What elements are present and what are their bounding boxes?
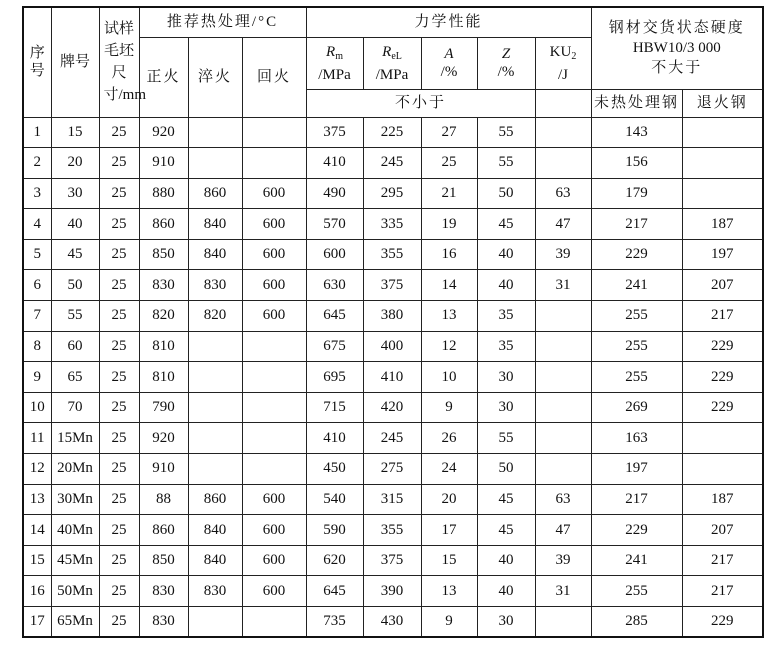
- cell-size: 25: [99, 362, 139, 393]
- header-grade: 牌号: [51, 7, 99, 117]
- header-rel-symbol: R: [382, 43, 392, 60]
- cell-seq: 3: [23, 178, 51, 209]
- cell-seq: 1: [23, 117, 51, 148]
- header-annealed: 退火钢: [682, 89, 763, 117]
- cell-size: 25: [99, 545, 139, 576]
- cell-size: 25: [99, 392, 139, 423]
- cell-z: 30: [477, 392, 535, 423]
- cell-a: 12: [421, 331, 477, 362]
- cell-grade: 50Mn: [51, 576, 99, 607]
- cell-grade: 15Mn: [51, 423, 99, 454]
- cell-rm: 695: [306, 362, 363, 393]
- table-row: [23, 576, 763, 607]
- cell-rel: 275: [363, 454, 421, 485]
- cell-rel: 375: [363, 545, 421, 576]
- cell-z: 40: [477, 545, 535, 576]
- cell-quench: [188, 148, 242, 179]
- cell-grade: 65: [51, 362, 99, 393]
- cell-rel: 355: [363, 515, 421, 546]
- cell-temper: [242, 392, 306, 423]
- cell-size: 25: [99, 178, 139, 209]
- cell-a: 26: [421, 423, 477, 454]
- cell-z: 30: [477, 607, 535, 638]
- header-ku-subscript: 2: [571, 50, 577, 62]
- cell-rel: 295: [363, 178, 421, 209]
- cell-rel: 225: [363, 117, 421, 148]
- cell-temper: [242, 454, 306, 485]
- cell-grade: 20Mn: [51, 454, 99, 485]
- cell-ku: [535, 362, 591, 393]
- cell-size: 25: [99, 331, 139, 362]
- table-row: [23, 392, 763, 423]
- cell-quench: 830: [188, 576, 242, 607]
- cell-rm: 410: [306, 423, 363, 454]
- cell-grade: 30Mn: [51, 484, 99, 515]
- steel-properties-table: [22, 6, 764, 638]
- cell-untreated: 229: [591, 515, 682, 546]
- header-ku-blank: [535, 89, 591, 117]
- header-a-unit: /%: [440, 64, 458, 80]
- cell-untreated: 163: [591, 423, 682, 454]
- cell-size: 25: [99, 484, 139, 515]
- cell-annealed: [682, 178, 763, 209]
- cell-z: 40: [477, 270, 535, 301]
- header-mechanical: 力学性能: [306, 7, 591, 37]
- cell-z: 45: [477, 209, 535, 240]
- cell-seq: 12: [23, 454, 51, 485]
- cell-temper: 600: [242, 301, 306, 332]
- cell-ku: [535, 117, 591, 148]
- cell-annealed: [682, 117, 763, 148]
- cell-annealed: 187: [682, 484, 763, 515]
- cell-z: 45: [477, 515, 535, 546]
- cell-quench: [188, 454, 242, 485]
- cell-quench: [188, 607, 242, 638]
- cell-rm: 675: [306, 331, 363, 362]
- cell-z: 40: [477, 576, 535, 607]
- cell-rm: 375: [306, 117, 363, 148]
- header-hardness-title: 钢材交货状态硬度: [608, 20, 745, 37]
- table-row: [23, 454, 763, 485]
- cell-untreated: 285: [591, 607, 682, 638]
- header-ku-unit: /J: [558, 66, 569, 83]
- cell-a: 25: [421, 148, 477, 179]
- header-rm-unit: /MPa: [318, 66, 351, 83]
- table-row: [23, 331, 763, 362]
- cell-annealed: 207: [682, 270, 763, 301]
- cell-rel: 380: [363, 301, 421, 332]
- cell-z: 55: [477, 423, 535, 454]
- cell-normalize: 910: [139, 148, 188, 179]
- header-hardness: [591, 7, 763, 89]
- cell-temper: [242, 362, 306, 393]
- cell-ku: 39: [535, 545, 591, 576]
- cell-annealed: 229: [682, 392, 763, 423]
- cell-ku: [535, 423, 591, 454]
- cell-z: 40: [477, 239, 535, 270]
- cell-temper: 600: [242, 576, 306, 607]
- cell-grade: 40Mn: [51, 515, 99, 546]
- header-hardness-scale: HBW10/3 000: [632, 40, 721, 57]
- table-row: [23, 423, 763, 454]
- header-a: [421, 37, 477, 89]
- cell-seq: 11: [23, 423, 51, 454]
- cell-seq: 9: [23, 362, 51, 393]
- cell-a: 24: [421, 454, 477, 485]
- cell-grade: 20: [51, 148, 99, 179]
- cell-temper: [242, 117, 306, 148]
- cell-quench: 820: [188, 301, 242, 332]
- cell-normalize: 830: [139, 270, 188, 301]
- cell-rm: 540: [306, 484, 363, 515]
- cell-temper: 600: [242, 270, 306, 301]
- table-row: [23, 607, 763, 638]
- cell-ku: 31: [535, 270, 591, 301]
- table-row: [23, 148, 763, 179]
- cell-untreated: 143: [591, 117, 682, 148]
- cell-seq: 2: [23, 148, 51, 179]
- cell-size: 25: [99, 454, 139, 485]
- cell-temper: [242, 331, 306, 362]
- cell-rm: 735: [306, 607, 363, 638]
- cell-untreated: 156: [591, 148, 682, 179]
- cell-a: 15: [421, 545, 477, 576]
- cell-temper: [242, 423, 306, 454]
- cell-rm: 490: [306, 178, 363, 209]
- cell-grade: 70: [51, 392, 99, 423]
- cell-rm: 630: [306, 270, 363, 301]
- header-heat-treatment: 推荐热处理/°C: [139, 7, 306, 37]
- cell-grade: 55: [51, 301, 99, 332]
- cell-annealed: 207: [682, 515, 763, 546]
- cell-seq: 8: [23, 331, 51, 362]
- cell-size: 25: [99, 515, 139, 546]
- cell-annealed: 187: [682, 209, 763, 240]
- table-row: [23, 362, 763, 393]
- cell-quench: [188, 392, 242, 423]
- cell-normalize: 790: [139, 392, 188, 423]
- cell-a: 13: [421, 301, 477, 332]
- header-not-less: 不小于: [306, 89, 535, 117]
- cell-annealed: 217: [682, 545, 763, 576]
- cell-seq: 13: [23, 484, 51, 515]
- table-row: [23, 545, 763, 576]
- cell-rel: 390: [363, 576, 421, 607]
- cell-a: 10: [421, 362, 477, 393]
- cell-quench: 840: [188, 515, 242, 546]
- cell-untreated: 241: [591, 270, 682, 301]
- cell-size: 25: [99, 117, 139, 148]
- cell-rel: 335: [363, 209, 421, 240]
- cell-rel: 355: [363, 239, 421, 270]
- cell-grade: 60: [51, 331, 99, 362]
- header-temper: 回火: [242, 37, 306, 117]
- cell-untreated: 255: [591, 576, 682, 607]
- cell-normalize: 830: [139, 576, 188, 607]
- cell-size: 25: [99, 270, 139, 301]
- cell-rm: 410: [306, 148, 363, 179]
- cell-size: 25: [99, 148, 139, 179]
- cell-rm: 715: [306, 392, 363, 423]
- cell-rel: 430: [363, 607, 421, 638]
- header-z: [477, 37, 535, 89]
- header-z-symbol: Z: [501, 46, 511, 62]
- cell-quench: 830: [188, 270, 242, 301]
- cell-annealed: 229: [682, 331, 763, 362]
- cell-quench: [188, 423, 242, 454]
- cell-rel: 245: [363, 423, 421, 454]
- cell-z: 45: [477, 484, 535, 515]
- cell-normalize: 88: [139, 484, 188, 515]
- cell-seq: 17: [23, 607, 51, 638]
- cell-rel: 420: [363, 392, 421, 423]
- cell-untreated: 255: [591, 362, 682, 393]
- cell-a: 19: [421, 209, 477, 240]
- cell-a: 21: [421, 178, 477, 209]
- header-a-symbol: A: [444, 46, 454, 62]
- cell-untreated: 197: [591, 454, 682, 485]
- cell-grade: 45: [51, 239, 99, 270]
- cell-untreated: 217: [591, 209, 682, 240]
- cell-ku: 47: [535, 209, 591, 240]
- cell-temper: 600: [242, 545, 306, 576]
- cell-temper: 600: [242, 209, 306, 240]
- cell-rm: 645: [306, 576, 363, 607]
- cell-annealed: 217: [682, 576, 763, 607]
- cell-annealed: [682, 423, 763, 454]
- cell-normalize: 880: [139, 178, 188, 209]
- cell-seq: 4: [23, 209, 51, 240]
- cell-size: 25: [99, 301, 139, 332]
- cell-quench: [188, 117, 242, 148]
- cell-normalize: 820: [139, 301, 188, 332]
- cell-size: 25: [99, 423, 139, 454]
- cell-untreated: 255: [591, 331, 682, 362]
- cell-ku: 63: [535, 484, 591, 515]
- cell-seq: 10: [23, 392, 51, 423]
- header-hardness-max: 不大于: [651, 60, 703, 77]
- cell-a: 9: [421, 607, 477, 638]
- header-rm-subscript: m: [335, 50, 343, 62]
- header-untreated: 未热处理钢: [591, 89, 682, 117]
- cell-temper: 600: [242, 178, 306, 209]
- cell-temper: 600: [242, 239, 306, 270]
- cell-untreated: 241: [591, 545, 682, 576]
- header-z-unit: /%: [497, 64, 515, 80]
- cell-rm: 620: [306, 545, 363, 576]
- cell-grade: 50: [51, 270, 99, 301]
- cell-rel: 245: [363, 148, 421, 179]
- cell-rel: 315: [363, 484, 421, 515]
- table-row: [23, 515, 763, 546]
- cell-untreated: 269: [591, 392, 682, 423]
- header-rel-unit: /MPa: [375, 66, 409, 83]
- cell-grade: 30: [51, 178, 99, 209]
- table-row: [23, 239, 763, 270]
- header-ku-symbol: KU: [549, 43, 572, 60]
- table-row: [23, 178, 763, 209]
- cell-z: 35: [477, 331, 535, 362]
- cell-seq: 7: [23, 301, 51, 332]
- header-rm: [306, 37, 363, 89]
- table-row: [23, 117, 763, 148]
- cell-quench: [188, 362, 242, 393]
- cell-a: 14: [421, 270, 477, 301]
- table-row: [23, 484, 763, 515]
- cell-rel: 375: [363, 270, 421, 301]
- cell-z: 55: [477, 148, 535, 179]
- cell-a: 17: [421, 515, 477, 546]
- table-row: [23, 270, 763, 301]
- cell-rel: 410: [363, 362, 421, 393]
- cell-z: 30: [477, 362, 535, 393]
- cell-seq: 5: [23, 239, 51, 270]
- table-body: [23, 117, 763, 637]
- header-rel-subscript: eL: [391, 50, 402, 62]
- cell-quench: 860: [188, 178, 242, 209]
- cell-ku: 31: [535, 576, 591, 607]
- cell-size: 25: [99, 607, 139, 638]
- cell-ku: 63: [535, 178, 591, 209]
- cell-ku: [535, 454, 591, 485]
- cell-normalize: 850: [139, 545, 188, 576]
- cell-z: 50: [477, 454, 535, 485]
- cell-seq: 6: [23, 270, 51, 301]
- cell-untreated: 255: [591, 301, 682, 332]
- cell-normalize: 860: [139, 515, 188, 546]
- cell-normalize: 850: [139, 239, 188, 270]
- header-seq: 序号: [23, 7, 51, 117]
- table-row: [23, 301, 763, 332]
- cell-grade: 65Mn: [51, 607, 99, 638]
- cell-normalize: 810: [139, 331, 188, 362]
- cell-grade: 15: [51, 117, 99, 148]
- cell-ku: [535, 392, 591, 423]
- cell-size: 25: [99, 576, 139, 607]
- cell-ku: 47: [535, 515, 591, 546]
- cell-a: 16: [421, 239, 477, 270]
- table-row: [23, 209, 763, 240]
- cell-annealed: [682, 454, 763, 485]
- cell-untreated: 229: [591, 239, 682, 270]
- header-row-1: [23, 7, 763, 37]
- cell-size: 25: [99, 209, 139, 240]
- cell-temper: 600: [242, 515, 306, 546]
- cell-rm: 600: [306, 239, 363, 270]
- cell-rel: 400: [363, 331, 421, 362]
- cell-untreated: 179: [591, 178, 682, 209]
- cell-rm: 570: [306, 209, 363, 240]
- cell-z: 35: [477, 301, 535, 332]
- cell-temper: [242, 148, 306, 179]
- cell-normalize: 910: [139, 454, 188, 485]
- cell-temper: [242, 607, 306, 638]
- cell-ku: [535, 607, 591, 638]
- header-ku: [535, 37, 591, 89]
- cell-z: 50: [477, 178, 535, 209]
- cell-rm: 645: [306, 301, 363, 332]
- cell-seq: 16: [23, 576, 51, 607]
- cell-normalize: 920: [139, 423, 188, 454]
- cell-seq: 14: [23, 515, 51, 546]
- cell-ku: [535, 331, 591, 362]
- cell-rm: 590: [306, 515, 363, 546]
- cell-quench: 840: [188, 239, 242, 270]
- cell-quench: 840: [188, 209, 242, 240]
- cell-grade: 45Mn: [51, 545, 99, 576]
- cell-quench: 860: [188, 484, 242, 515]
- cell-annealed: 229: [682, 362, 763, 393]
- header-rel: [363, 37, 421, 89]
- cell-normalize: 920: [139, 117, 188, 148]
- header-rm-symbol: R: [326, 43, 336, 60]
- cell-annealed: [682, 148, 763, 179]
- header-normalize: 正火: [139, 37, 188, 117]
- cell-untreated: 217: [591, 484, 682, 515]
- cell-a: 9: [421, 392, 477, 423]
- cell-ku: 39: [535, 239, 591, 270]
- cell-normalize: 830: [139, 607, 188, 638]
- cell-size: 25: [99, 239, 139, 270]
- cell-annealed: 229: [682, 607, 763, 638]
- cell-ku: [535, 301, 591, 332]
- cell-rm: 450: [306, 454, 363, 485]
- cell-seq: 15: [23, 545, 51, 576]
- cell-normalize: 860: [139, 209, 188, 240]
- cell-normalize: 810: [139, 362, 188, 393]
- header-sample-size: 试样毛坯尺寸/mm: [99, 7, 139, 117]
- cell-a: 13: [421, 576, 477, 607]
- cell-quench: [188, 331, 242, 362]
- cell-grade: 40: [51, 209, 99, 240]
- steel-properties-sheet: [22, 6, 762, 632]
- cell-temper: 600: [242, 484, 306, 515]
- cell-z: 55: [477, 117, 535, 148]
- cell-quench: 840: [188, 545, 242, 576]
- cell-annealed: 217: [682, 301, 763, 332]
- cell-ku: [535, 148, 591, 179]
- cell-a: 20: [421, 484, 477, 515]
- cell-annealed: 197: [682, 239, 763, 270]
- cell-a: 27: [421, 117, 477, 148]
- header-quench: 淬火: [188, 37, 242, 117]
